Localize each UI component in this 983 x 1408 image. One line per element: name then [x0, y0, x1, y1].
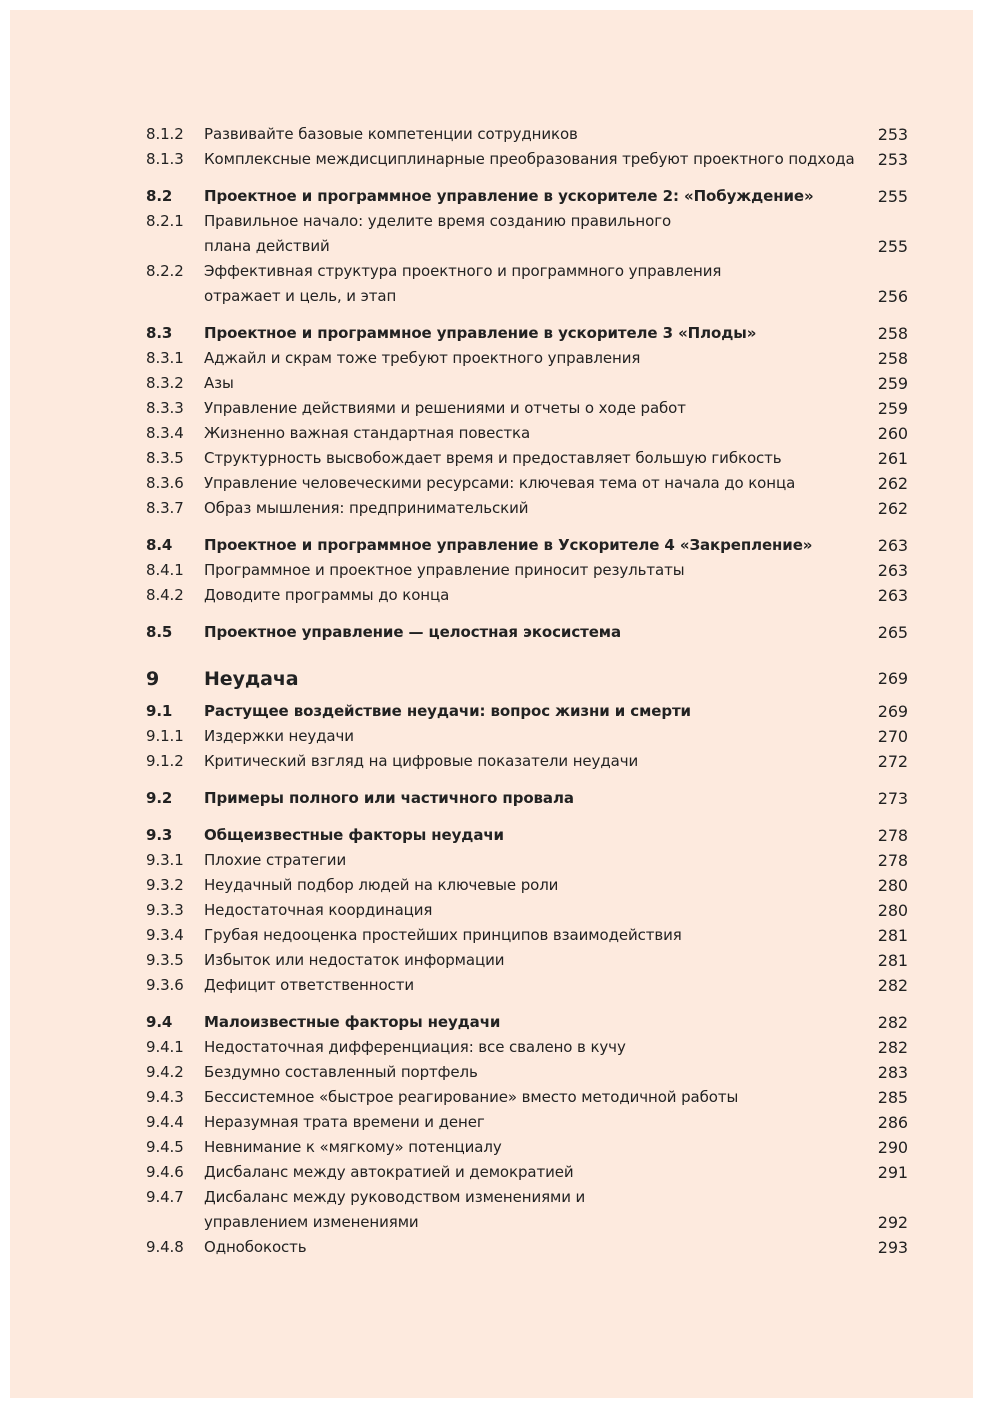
- entry-title: Правильное начало: уделите время созданию правильного плана действий: [204, 212, 672, 255]
- toc-section: [146, 823, 908, 848]
- entry-number: 8.3.6: [146, 474, 184, 492]
- entry-title: Образ мышления: предпринимательский: [204, 499, 529, 517]
- toc-section: [146, 1010, 908, 1035]
- entry-page: 290: [877, 1138, 908, 1157]
- table-of-contents: [146, 122, 908, 1260]
- section-title: Проектное и программное управление в ускорителе 3 «Плоды»: [204, 324, 757, 342]
- entry-number: 9.4.3: [146, 1088, 184, 1106]
- section-page: 263: [877, 536, 908, 555]
- entry-title: Однобокость: [204, 1238, 307, 1256]
- entry-number: 8.2.2: [146, 262, 184, 280]
- entry-number: 8.3.3: [146, 399, 184, 417]
- section-page: 255: [877, 187, 908, 206]
- toc-entry: [146, 496, 908, 521]
- entry-title: Программное и проектное управление приносит результаты: [204, 561, 685, 579]
- toc-section: [146, 321, 908, 346]
- section-page: 273: [877, 789, 908, 808]
- toc-entry: [146, 371, 908, 396]
- entry-page: 253: [877, 125, 908, 144]
- entry-title: Структурность высвобождает время и предоставляет большую гибкость: [204, 449, 782, 467]
- entry-title: Дисбаланс между автократией и демократией: [204, 1163, 574, 1181]
- section-title: Проектное управление — целостная экосистема: [204, 623, 621, 641]
- toc-entry: [146, 346, 908, 371]
- entry-number: 9.3.3: [146, 901, 184, 919]
- entry-number: 9.4.7: [146, 1188, 184, 1206]
- entry-title: Невнимание к «мягкому» потенциалу: [204, 1138, 502, 1156]
- toc-entry: [146, 396, 908, 421]
- entry-number: 8.3.5: [146, 449, 184, 467]
- entry-title: Неудачный подбор людей на ключевые роли: [204, 876, 559, 894]
- entry-title: Жизненно важная стандартная повестка: [204, 424, 531, 442]
- entry-title: Грубая недооценка простейших принципов взаимодействия: [204, 926, 682, 944]
- entry-page: 280: [877, 876, 908, 895]
- entry-number: 9.4.1: [146, 1038, 184, 1056]
- entry-number: 9.3.2: [146, 876, 184, 894]
- entry-number: 8.1.2: [146, 125, 184, 143]
- entry-title: Критический взгляд на цифровые показатели неудачи: [204, 752, 639, 770]
- entry-page: 259: [877, 399, 908, 418]
- section-title: Примеры полного или частичного провала: [204, 789, 574, 807]
- entry-title: Дисбаланс между руководством изменениями и управлением изменениями: [204, 1188, 586, 1231]
- entry-title: Управление человеческими ресурсами: ключевая тема от начала до конца: [204, 474, 796, 492]
- section-number: 8.3: [146, 324, 173, 342]
- entry-page: 281: [877, 951, 908, 970]
- entry-page: 285: [877, 1088, 908, 1107]
- toc-entry: [146, 948, 908, 973]
- toc-entry: [146, 848, 908, 873]
- toc-section: [146, 533, 908, 558]
- toc-entry: [146, 421, 908, 446]
- toc-entry: [146, 973, 908, 998]
- entry-page: 291: [877, 1163, 908, 1182]
- section-title: Общеизвестные факторы неудачи: [204, 826, 504, 844]
- entry-number: 9.1.1: [146, 727, 184, 745]
- toc-chapter: [146, 661, 908, 697]
- entry-number: 9.4.5: [146, 1138, 184, 1156]
- toc-entry: [146, 1085, 908, 1110]
- section-title: Растущее воздействие неудачи: вопрос жизни и смерти: [204, 702, 691, 720]
- entry-title: Доводите программы до конца: [204, 586, 450, 604]
- entry-page: 262: [877, 474, 908, 493]
- entry-number: 8.3.4: [146, 424, 184, 442]
- toc-entry: [146, 1135, 908, 1160]
- entry-number: 9.1.2: [146, 752, 184, 770]
- entry-number: 9.3.1: [146, 851, 184, 869]
- toc-entry: [146, 446, 908, 471]
- entry-page: 258: [877, 349, 908, 368]
- entry-title: Бездумно составленный портфель: [204, 1063, 478, 1081]
- toc-entry: [146, 259, 908, 309]
- entry-title: Неразумная трата времени и денег: [204, 1113, 485, 1131]
- section-number: 9.3: [146, 826, 173, 844]
- toc-entry: [146, 1035, 908, 1060]
- toc-entry: [146, 1160, 908, 1185]
- toc-section: [146, 699, 908, 724]
- entry-number: 9.4.2: [146, 1063, 184, 1081]
- entry-number: 8.3.1: [146, 349, 184, 367]
- entry-title: Азы: [204, 374, 234, 392]
- entry-page: 259: [877, 374, 908, 393]
- entry-page: 292: [877, 1213, 908, 1232]
- entry-number: 9.3.6: [146, 976, 184, 994]
- entry-number: 9.4.6: [146, 1163, 184, 1181]
- entry-title: Управление действиями и решениями и отчеты о ходе работ: [204, 399, 686, 417]
- toc-entry: [146, 147, 908, 172]
- entry-number: 8.4.1: [146, 561, 184, 579]
- entry-page: 286: [877, 1113, 908, 1132]
- toc-entry: [146, 583, 908, 608]
- toc-section: [146, 184, 908, 209]
- entry-number: 9.3.4: [146, 926, 184, 944]
- entry-page: 281: [877, 926, 908, 945]
- entry-title: Дефицит ответственности: [204, 976, 414, 994]
- section-number: 8.5: [146, 623, 173, 641]
- entry-number: 9.4.8: [146, 1238, 184, 1256]
- entry-page: 263: [877, 586, 908, 605]
- entry-number: 8.3.7: [146, 499, 184, 517]
- section-page: 269: [877, 702, 908, 721]
- section-number: 9.2: [146, 789, 173, 807]
- toc-entry: [146, 1060, 908, 1085]
- entry-number: 8.4.2: [146, 586, 184, 604]
- entry-page: 280: [877, 901, 908, 920]
- entry-page: 262: [877, 499, 908, 518]
- entry-page: 270: [877, 727, 908, 746]
- toc-entry: [146, 209, 908, 259]
- entry-page: 278: [877, 851, 908, 870]
- section-number: 9.4: [146, 1013, 173, 1031]
- toc-entry: [146, 898, 908, 923]
- entry-page: 263: [877, 561, 908, 580]
- entry-page: 253: [877, 150, 908, 169]
- section-number: 9.1: [146, 702, 173, 720]
- entry-number: 8.1.3: [146, 150, 184, 168]
- toc-entry: [146, 122, 908, 147]
- toc-entry: [146, 558, 908, 583]
- toc-entry: [146, 1185, 908, 1235]
- section-number: 8.2: [146, 187, 173, 205]
- entry-title: Недостаточная координация: [204, 901, 433, 919]
- chapter-title: Неудача: [204, 668, 299, 690]
- entry-page: 255: [877, 237, 908, 256]
- toc-entry: [146, 749, 908, 774]
- entry-page: 260: [877, 424, 908, 443]
- page-background: [10, 10, 973, 1398]
- entry-page: 283: [877, 1063, 908, 1082]
- toc-entry: [146, 1110, 908, 1135]
- entry-number: 8.3.2: [146, 374, 184, 392]
- entry-page: 293: [877, 1238, 908, 1257]
- toc-entry: [146, 923, 908, 948]
- entry-title: Избыток или недостаток информации: [204, 951, 505, 969]
- chapter-page: 269: [877, 669, 908, 688]
- entry-title: Плохие стратегии: [204, 851, 347, 869]
- section-page: 278: [877, 826, 908, 845]
- section-title: Проектное и программное управление в ускорителе 2: «Побуждение»: [204, 187, 814, 205]
- section-title: Проектное и программное управление в Ускорителе 4 «Закрепление»: [204, 536, 813, 554]
- entry-page: 261: [877, 449, 908, 468]
- entry-page: 272: [877, 752, 908, 771]
- toc-section: [146, 786, 908, 811]
- section-page: 282: [877, 1013, 908, 1032]
- section-page: 265: [877, 623, 908, 642]
- entry-title: Развивайте базовые компетенции сотрудников: [204, 125, 578, 143]
- entry-number: 8.2.1: [146, 212, 184, 230]
- entry-title: Недостаточная дифференциация: все свалено в кучу: [204, 1038, 626, 1056]
- toc-section: [146, 620, 908, 645]
- entry-title: Бессистемное «быстрое реагирование» вместо методичной работы: [204, 1088, 739, 1106]
- entry-page: 256: [877, 287, 908, 306]
- toc-entry: [146, 471, 908, 496]
- toc-entry: [146, 1235, 908, 1260]
- entry-number: 9.4.4: [146, 1113, 184, 1131]
- chapter-number: 9: [146, 668, 160, 690]
- entry-page: 282: [877, 1038, 908, 1057]
- entry-title: Аджайл и скрам тоже требуют проектного управления: [204, 349, 641, 367]
- section-page: 258: [877, 324, 908, 343]
- toc-entry: [146, 873, 908, 898]
- section-title: Малоизвестные факторы неудачи: [204, 1013, 501, 1031]
- entry-title: Издержки неудачи: [204, 727, 354, 745]
- entry-page: 282: [877, 976, 908, 995]
- entry-number: 9.3.5: [146, 951, 184, 969]
- entry-title: Комплексные междисциплинарные преобразования требуют проектного подхода: [204, 150, 855, 168]
- toc-entry: [146, 724, 908, 749]
- entry-title: Эффективная структура проектного и программного управления отражает и цель, и этап: [204, 262, 722, 305]
- section-number: 8.4: [146, 536, 173, 554]
